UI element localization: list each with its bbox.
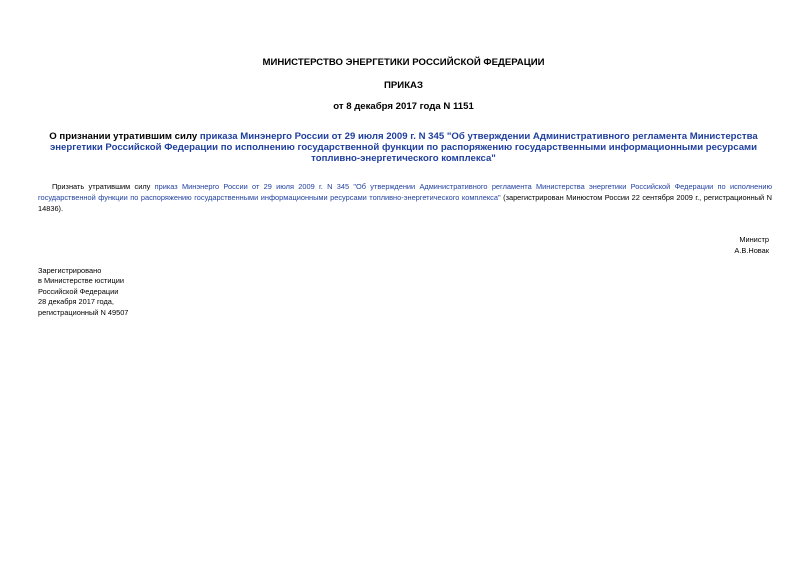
registration-line: 28 декабря 2017 года, xyxy=(38,297,114,307)
order-body-paragraph xyxy=(38,181,772,214)
registration-line: Российской Федерации xyxy=(38,286,119,296)
body-suffix: (зарегистрирован Минюстом России 22 сентября 2009 г., регистрационный N 14836). xyxy=(38,193,772,213)
ministry-name: МИНИСТЕРСТВО ЭНЕРГЕТИКИ РОССИЙСКОЙ ФЕДЕРАЦИИ xyxy=(262,57,545,68)
registration-line: Зарегистрировано xyxy=(38,266,102,275)
registration-line: в Министерстве юстиции xyxy=(38,276,125,286)
order-heading xyxy=(38,131,769,164)
signature-position: Министр xyxy=(739,235,769,244)
body-order-link[interactable]: приказ Минэнерго России от 29 июля 2009 г. N 345 "Об утверждении Административного регламента Министерства энергетики Российской Федерации по исполнению государственной функции по распоряжению государственными информационными ресурсами топливно-энергетического комплекса" xyxy=(38,182,772,202)
registration-line: регистрационный N 49507 xyxy=(38,307,129,317)
order-date: от 8 декабря 2017 года N 1151 xyxy=(333,101,474,112)
body-prefix: Признать утратившим силу xyxy=(52,182,155,191)
registration-block xyxy=(38,266,128,318)
heading-order-link[interactable]: приказа Минэнерго России от 29 июля 2009 г. N 345 "Об утверждении Административного регламента Министерства энергетики Российской Федерации по исполнению государственной функции по распоряжению государственными информационными ресурсами топливно-энергетического комплекса" xyxy=(49,131,758,164)
signature-block xyxy=(734,234,769,256)
heading-prefix: О признании утратившим силу xyxy=(49,131,200,142)
signature-name: А.В.Новак xyxy=(734,246,769,255)
order-title: ПРИКАЗ xyxy=(384,80,423,91)
